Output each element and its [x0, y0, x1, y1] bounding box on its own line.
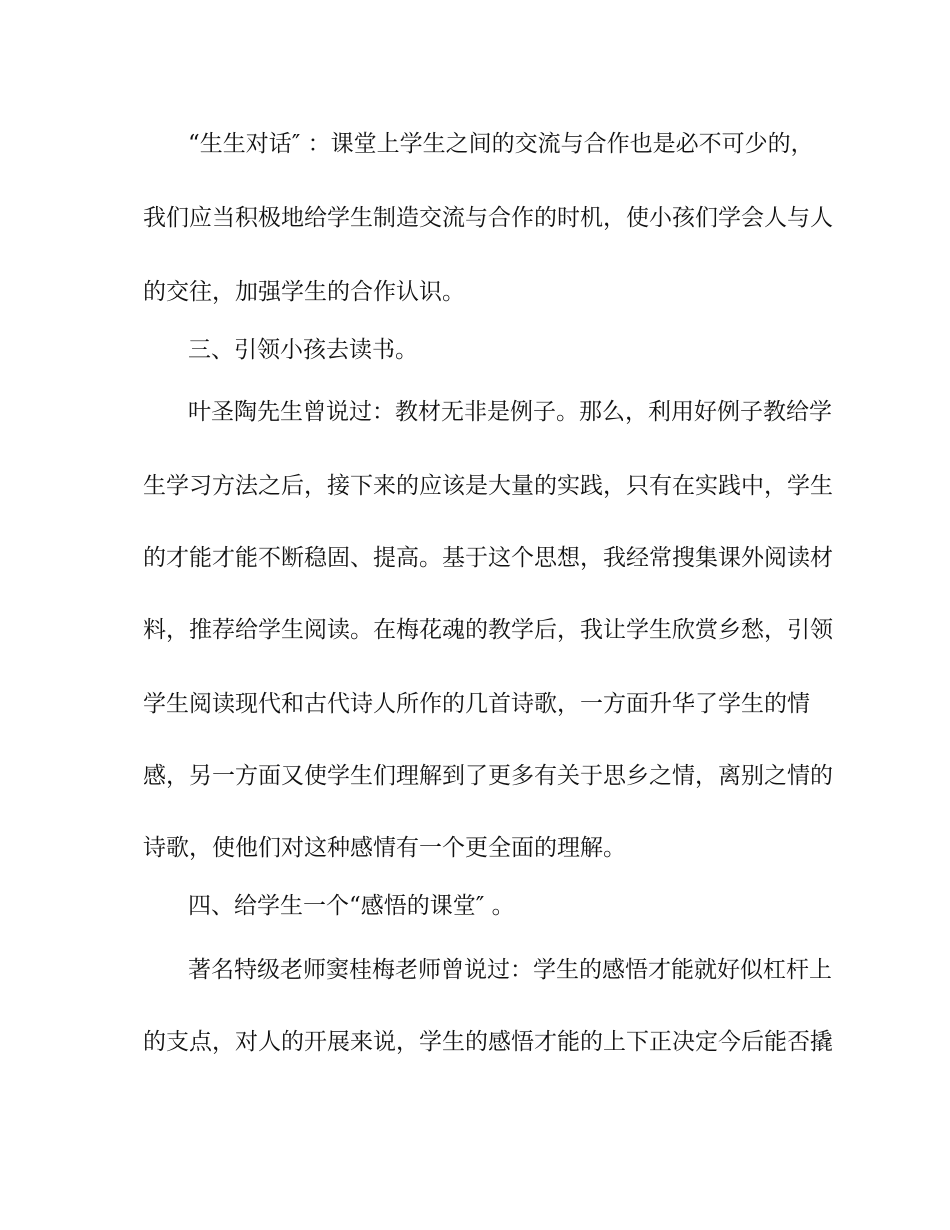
text-line: 料，推荐给学生阅读。在梅花魂的教学后，我让学生欣赏乡愁，引领 — [143, 617, 833, 643]
section-heading: 三、引领小孩去读书。 — [188, 337, 418, 363]
text-line: 的才能才能不断稳固、提高。基于这个思想，我经常搜集课外阅读材 — [143, 545, 833, 571]
text-line: 学生阅读现代和古代诗人所作的几首诗歌，一方面升华了学生的情 — [143, 691, 810, 717]
text-line: 感，另一方面又使学生们理解到了更多有关于思乡之情，离别之情的 — [143, 763, 833, 789]
text-line: 诗歌，使他们对这种感情有一个更全面的理解。 — [143, 835, 626, 861]
text-line: 生学习方法之后，接下来的应该是大量的实践，只有在实践中，学生 — [143, 473, 833, 499]
text-line: “生生对话″ ：课堂上学生之间的交流与合作也是必不可少的， — [188, 131, 814, 157]
text-line: 的交往，加强学生的合作认识。 — [143, 279, 465, 305]
text-line: 叶圣陶先生曾说过：教材无非是例子。那么，利用好例子教给学 — [188, 399, 832, 425]
text-line: 的支点，对人的开展来说，学生的感悟才能的上下正决定今后能否撬 — [143, 1029, 833, 1055]
text-line: 我们应当积极地给学生制造交流与合作的时机，使小孩们学会人与人 — [143, 205, 833, 231]
text-line: 著名特级老师窦桂梅老师曾说过：学生的感悟才能就好似杠杆上 — [188, 957, 832, 983]
section-heading: 四、给学生一个“感悟的课堂″ 。 — [188, 893, 515, 919]
